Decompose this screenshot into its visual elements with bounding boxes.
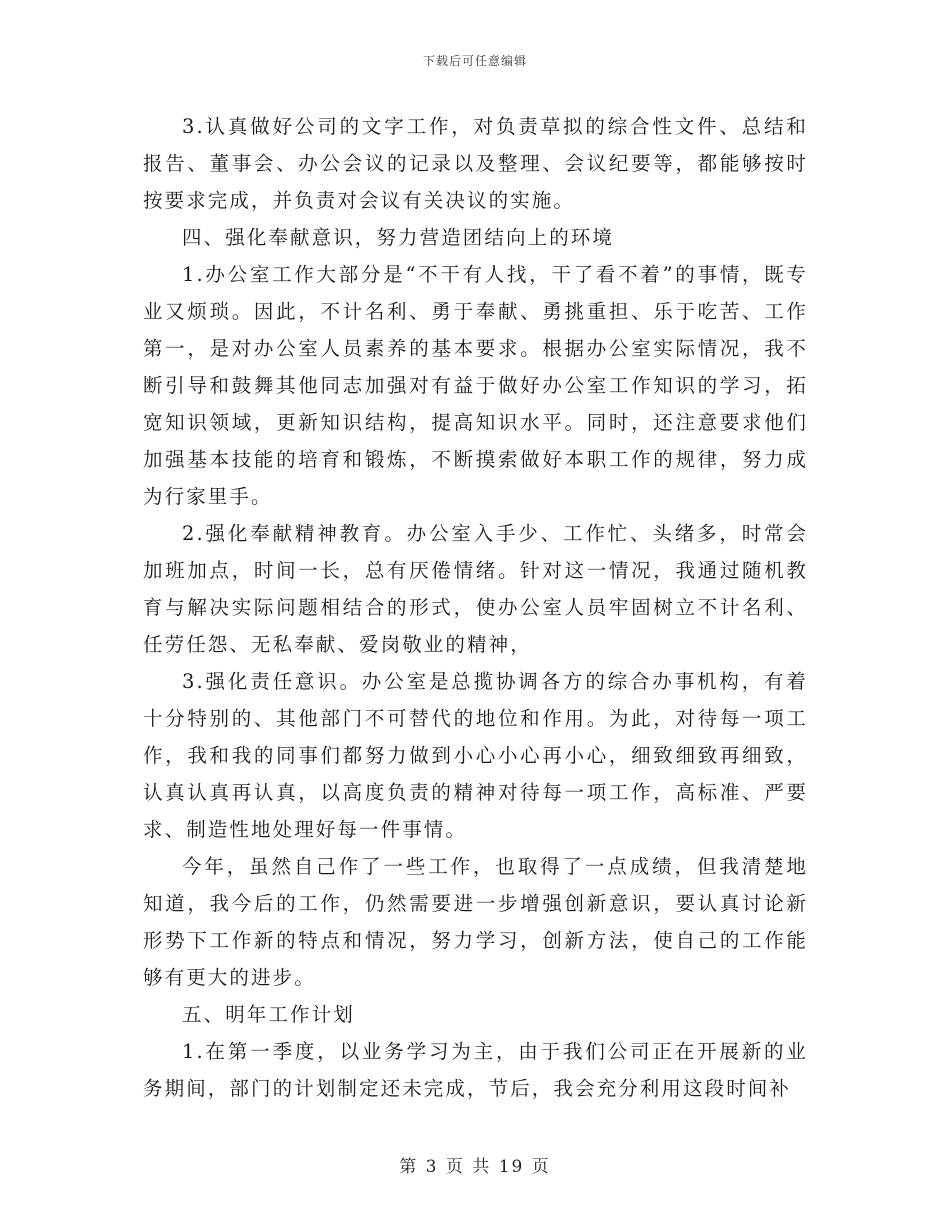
section-heading: 四、强化奉献意识，努力营造团结向上的环境: [182, 226, 615, 249]
paragraph: 1.办公室工作大部分是“不干有人找，干了看不着”的事情，既专业又烦琐。因此，不计名利、勇于奉献、勇挑重担、乐于吃苦、工作第一，是对办公室人员素养的基本要求。根据办公室实际情况，我不断引导和鼓舞其他同志加强对有益于做好办公室工作知识的学习，拓宽知识领域，更新知识结构，提高知识水平。同时，还注意要求他们加强基本技能的培育和锻炼，不断摸索做好本职工作的规律，努力成为行家里手。: [143, 263, 808, 508]
section-heading: 五、明年工作计划: [182, 1003, 355, 1026]
paragraph: 3.认真做好公司的文字工作，对负责草拟的综合性文件、总结和报告、董事会、办公会议的记录以及整理、会议纪要等，都能够按时按要求完成，并负责对会议有关决议的实施。: [143, 115, 808, 212]
paragraph: 今年，虽然自己作了一些工作，也取得了一点成绩，但我清楚地知道，我今后的工作，仍然需要进一步增强创新意识，要认真讨论新形势下工作新的特点和情况，努力学习，创新方法，使自己的工作能够有更大的进步。: [143, 855, 808, 989]
paragraph: 2.强化奉献精神教育。办公室入手少、工作忙、头绪多，时常会加班加点，时间一长，总有厌倦情绪。针对这一情况，我通过随机教育与解决实际问题相结合的形式，使办公室人员牢固树立不计名利、任劳任怨、无私奉献、爱岗敬业的精神，: [143, 522, 808, 656]
paragraph: 1.在第一季度，以业务学习为主，由于我们公司正在开展新的业务期间，部门的计划制定还未完成，节后，我会充分利用这段时间补: [143, 1040, 808, 1100]
page-number: 第 3 页 共 19 页: [399, 1157, 551, 1177]
document-body: [143, 108, 808, 1107]
paragraph: 3.强化责任意识。办公室是总揽协调各方的综合办事机构，有着十分特别的、其他部门不可替代的地位和作用。为此，对待每一项工作，我和我的同事们都努力做到小心小心再小心，细致细致再细致，认真认真再认真，以高度负责的精神对待每一项工作，高标准、严要求、制造性地处理好每一件事情。: [143, 670, 808, 841]
page-header-note: 下载后可任意编辑: [422, 54, 527, 68]
